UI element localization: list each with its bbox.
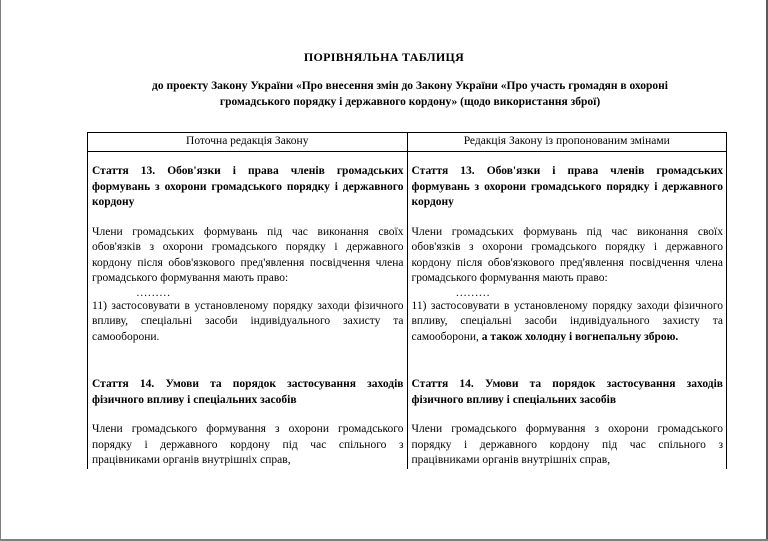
article-14-title: Стаття 14. Умови та порядок застосування заходів фізичного впливу і спеціальних засобів [92, 378, 404, 406]
header-current-edition: Поточна редакція Закону [88, 133, 408, 152]
article-13-title: Стаття 13. Обов'язки і права членів громадських формувань з охорони громадського порядку і державного кордону [92, 165, 404, 208]
article-14-intro: Члени громадського формування з охорони громадського порядку і державного кордону під час спільного з працівниками органів внутрішніх справ, [92, 423, 404, 466]
document-subtitle [110, 78, 710, 110]
page-border-left [0, 0, 1, 541]
section-gap [412, 345, 724, 365]
omission-dots: ……… [136, 286, 171, 299]
header-proposed-edition: Редакція Закону із пропонованим змінами [407, 133, 727, 152]
article-13-item-11 [412, 299, 724, 346]
comparison-table [87, 132, 727, 469]
proposed-edition-cell [407, 152, 727, 469]
article-14-intro: Члени громадського формування з охорони громадського порядку і державного кордону під час спільного з працівниками органів внутрішніх справ, [411, 423, 723, 466]
current-edition-cell [88, 152, 408, 469]
article-13-intro: Члени громадських формувань під час виконання своїх обов'язків з охорони громадського порядку і державного кордону після обов'язкового пред'явлення посвідчення члена громадського формування мають право: [92, 225, 404, 284]
subtitle-line-2: громадського порядку і державного кордону» (щодо використання зброї) [219, 96, 601, 108]
article-13-item-11: 11) застосовувати в установленому порядку заходи фізичного впливу, спеціальні засоби індивідуального захисту та самооборони. [92, 299, 404, 343]
article-14-title: Стаття 14. Умови та порядок застосування заходів фізичного впливу і спеціальних засобів [411, 378, 723, 406]
article-13-title: Стаття 13. Обов'язки і права членів громадських формувань з охорони громадського порядку і державного кордону [411, 165, 723, 208]
item-11-plain-text: 11) застосовувати в установленому порядку заходи фізичного впливу, спеціальні засоби індивідуального захисту та самооборони, [411, 299, 723, 343]
omission-dots: ……… [455, 286, 490, 299]
document-title: ПОРІВНЯЛЬНА ТАБЛИЦЯ [303, 50, 465, 64]
item-11-added-text: а також холодну і вогнепальну зброю. [481, 330, 679, 343]
table-row [88, 152, 727, 469]
section-gap [92, 345, 404, 365]
subtitle-line-1: до проекту Закону України «Про внесення змін до Закону України «Про участь громадян в охороні [152, 80, 668, 92]
article-13-intro: Члени громадських формувань під час виконання своїх обов'язків з охорони громадського порядку і державного кордону після обов'язкового пред'явлення посвідчення члена громадського формування мають право: [411, 225, 723, 284]
table-header-row [88, 133, 727, 152]
